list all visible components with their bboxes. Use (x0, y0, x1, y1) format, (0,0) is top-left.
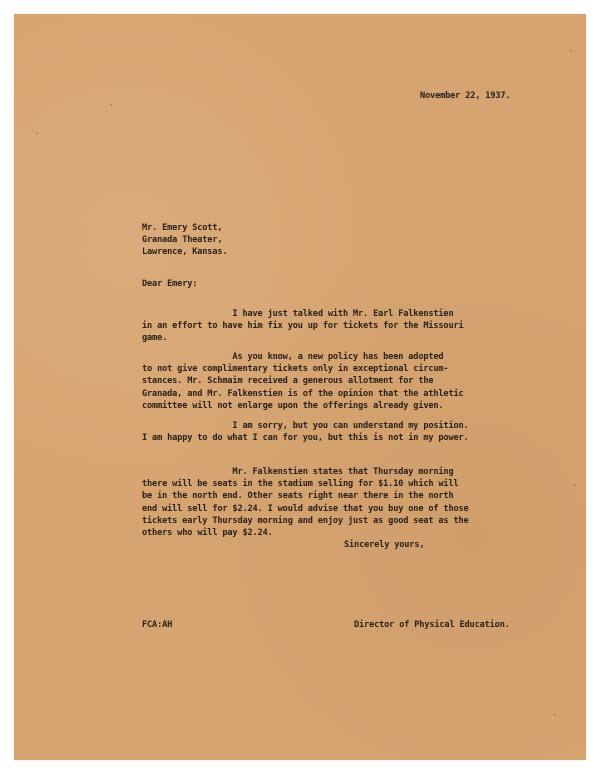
typist-initials: FCA:AH (142, 620, 173, 630)
paper-speck (110, 104, 112, 106)
paragraph-2: As you know, a new policy has been adopted to not give complimentary tickets only in exceptional circum- stances. Mr. Schmaim received a generous allotment for the Granada, and Mr. Falkenstien is of the opinion that the athletic committee will not enlarge upon the offerings already given. (142, 352, 464, 411)
paper-speck (36, 132, 38, 134)
letter-page (14, 14, 586, 760)
address-line-city: Lawrence, Kansas. (142, 247, 228, 258)
closing: Sincerely yours, (344, 540, 425, 550)
address-line-theater: Granada Theater, (142, 235, 223, 246)
signature-title: Director of Physical Education. (354, 620, 510, 630)
paper-speck (570, 50, 572, 52)
paragraph-3: I am sorry, but you can understand my position. I am happy to do what I can for you, but this is not in my power. (142, 421, 469, 444)
address-line-name: Mr. Emery Scott, (142, 223, 223, 233)
recipient-address (142, 222, 227, 259)
paragraph-4: Mr. Falkenstien states that Thursday morning there will be seats in the stadium selling for $1.10 which will be in the north end. Other seats right near there in the north end will sell for $2.24. I would advise that you buy one of those tickets early Thursday morning and enjoy just as good seat as the others who will pay $2.24. (142, 467, 469, 539)
paper-speck (554, 714, 556, 716)
paper-speck (574, 484, 576, 486)
paragraph-1: I have just talked with Mr. Earl Falkenstien in an effort to have him fix you up for tickets for the Missouri game. (142, 309, 464, 344)
salutation: Dear Emery: (142, 279, 198, 289)
letter-date: November 22, 1937. (420, 91, 511, 101)
